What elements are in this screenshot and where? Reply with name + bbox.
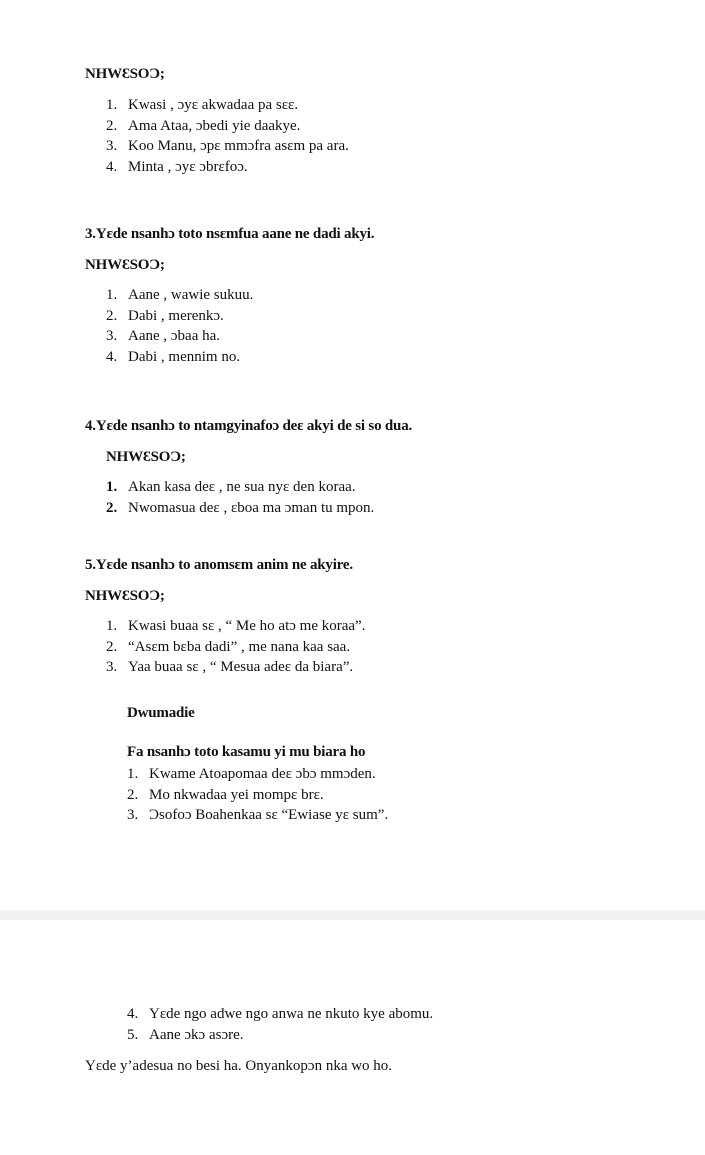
section-5 [0,557,705,678]
section-4 [0,418,705,518]
list-item: 1. Kwasi , ɔyɛ akwadaa pa sɛɛ. [106,97,299,113]
exercise-list-continued [127,1004,705,1045]
exercise-section [0,705,705,826]
closing-text: Yɛde y’adesua no besi ha. Onyankopɔn nka wo ho. [85,1058,393,1074]
exercise-list [127,764,705,826]
list-item: 5. Aane ɔkɔ asɔre. [127,1026,244,1043]
section-heading: 3.Yɛde nsanhɔ toto nsɛmfua aane ne dadi akyi. [85,226,375,242]
exercise-heading: Dwumadie [127,705,195,721]
answers-heading: NHWƐSOƆ; [85,588,165,604]
answer-list [106,285,705,367]
list-item: 3. Ɔsofoɔ Boahenkaa sɛ “Ewiase yɛ sum”. [127,807,389,823]
list-item: 4. Minta , ɔyɛ ɔbrɛfoɔ. [106,158,248,175]
list-item: 4. Dabi , mennim no. [106,348,241,365]
section-heading: 5.Yɛde nsanhɔ to anomsɛm anim ne akyire. [85,557,353,573]
list-item: 1. Aane , wawie sukuu. [106,287,254,303]
answers-heading: NHWƐSOƆ; [85,66,165,82]
answer-list [106,616,705,678]
answers-heading: NHWƐSOƆ; [106,449,186,465]
list-item: 3. Yaa buaa sɛ , “ Mesua adeɛ da biara”. [106,659,354,675]
section-heading: 4.Yɛde nsanhɔ to ntamgyinafoɔ deɛ akyi de si so dua. [85,418,413,434]
list-item: 2. Mo nkwadaa yei mompɛ brɛ. [127,786,324,803]
closing-section [0,1058,705,1075]
list-item: 1. Kwame Atoapomaa deɛ ɔbɔ mmɔden. [127,766,376,782]
list-item: 1. Kwasi buaa sɛ , “ Me ho atɔ me koraa”. [106,618,366,634]
list-item: 2. Nwomasua deɛ , ɛboa ma ɔman tu mpon. [106,499,375,516]
page-break [0,910,705,920]
list-item: 2. Dabi , merenkɔ. [106,307,224,324]
exercise-instruction: Fa nsanhɔ toto kasamu yi mu biara ho [127,744,366,760]
answer-list [106,477,705,518]
list-item: 2. “Asɛm bɛba dadi” , me nana kaa saa. [106,638,351,655]
section-2 [0,66,705,177]
list-item: 1. Akan kasa deɛ , ne sua nyɛ den koraa. [106,479,356,495]
list-item: 2. Ama Ataa, ɔbedi yie daakye. [106,117,301,134]
list-item: 3. Koo Manu, ɔpɛ mmɔfra asɛm pa ara. [106,138,349,154]
answers-heading: NHWƐSOƆ; [85,257,165,273]
answer-list [106,95,705,177]
exercise-continued [0,1004,705,1045]
list-item: 3. Aane , ɔbaa ha. [106,328,221,344]
section-3 [0,226,705,367]
list-item: 4. Yɛde ngo adwe ngo anwa ne nkuto kye abomu. [127,1006,434,1022]
